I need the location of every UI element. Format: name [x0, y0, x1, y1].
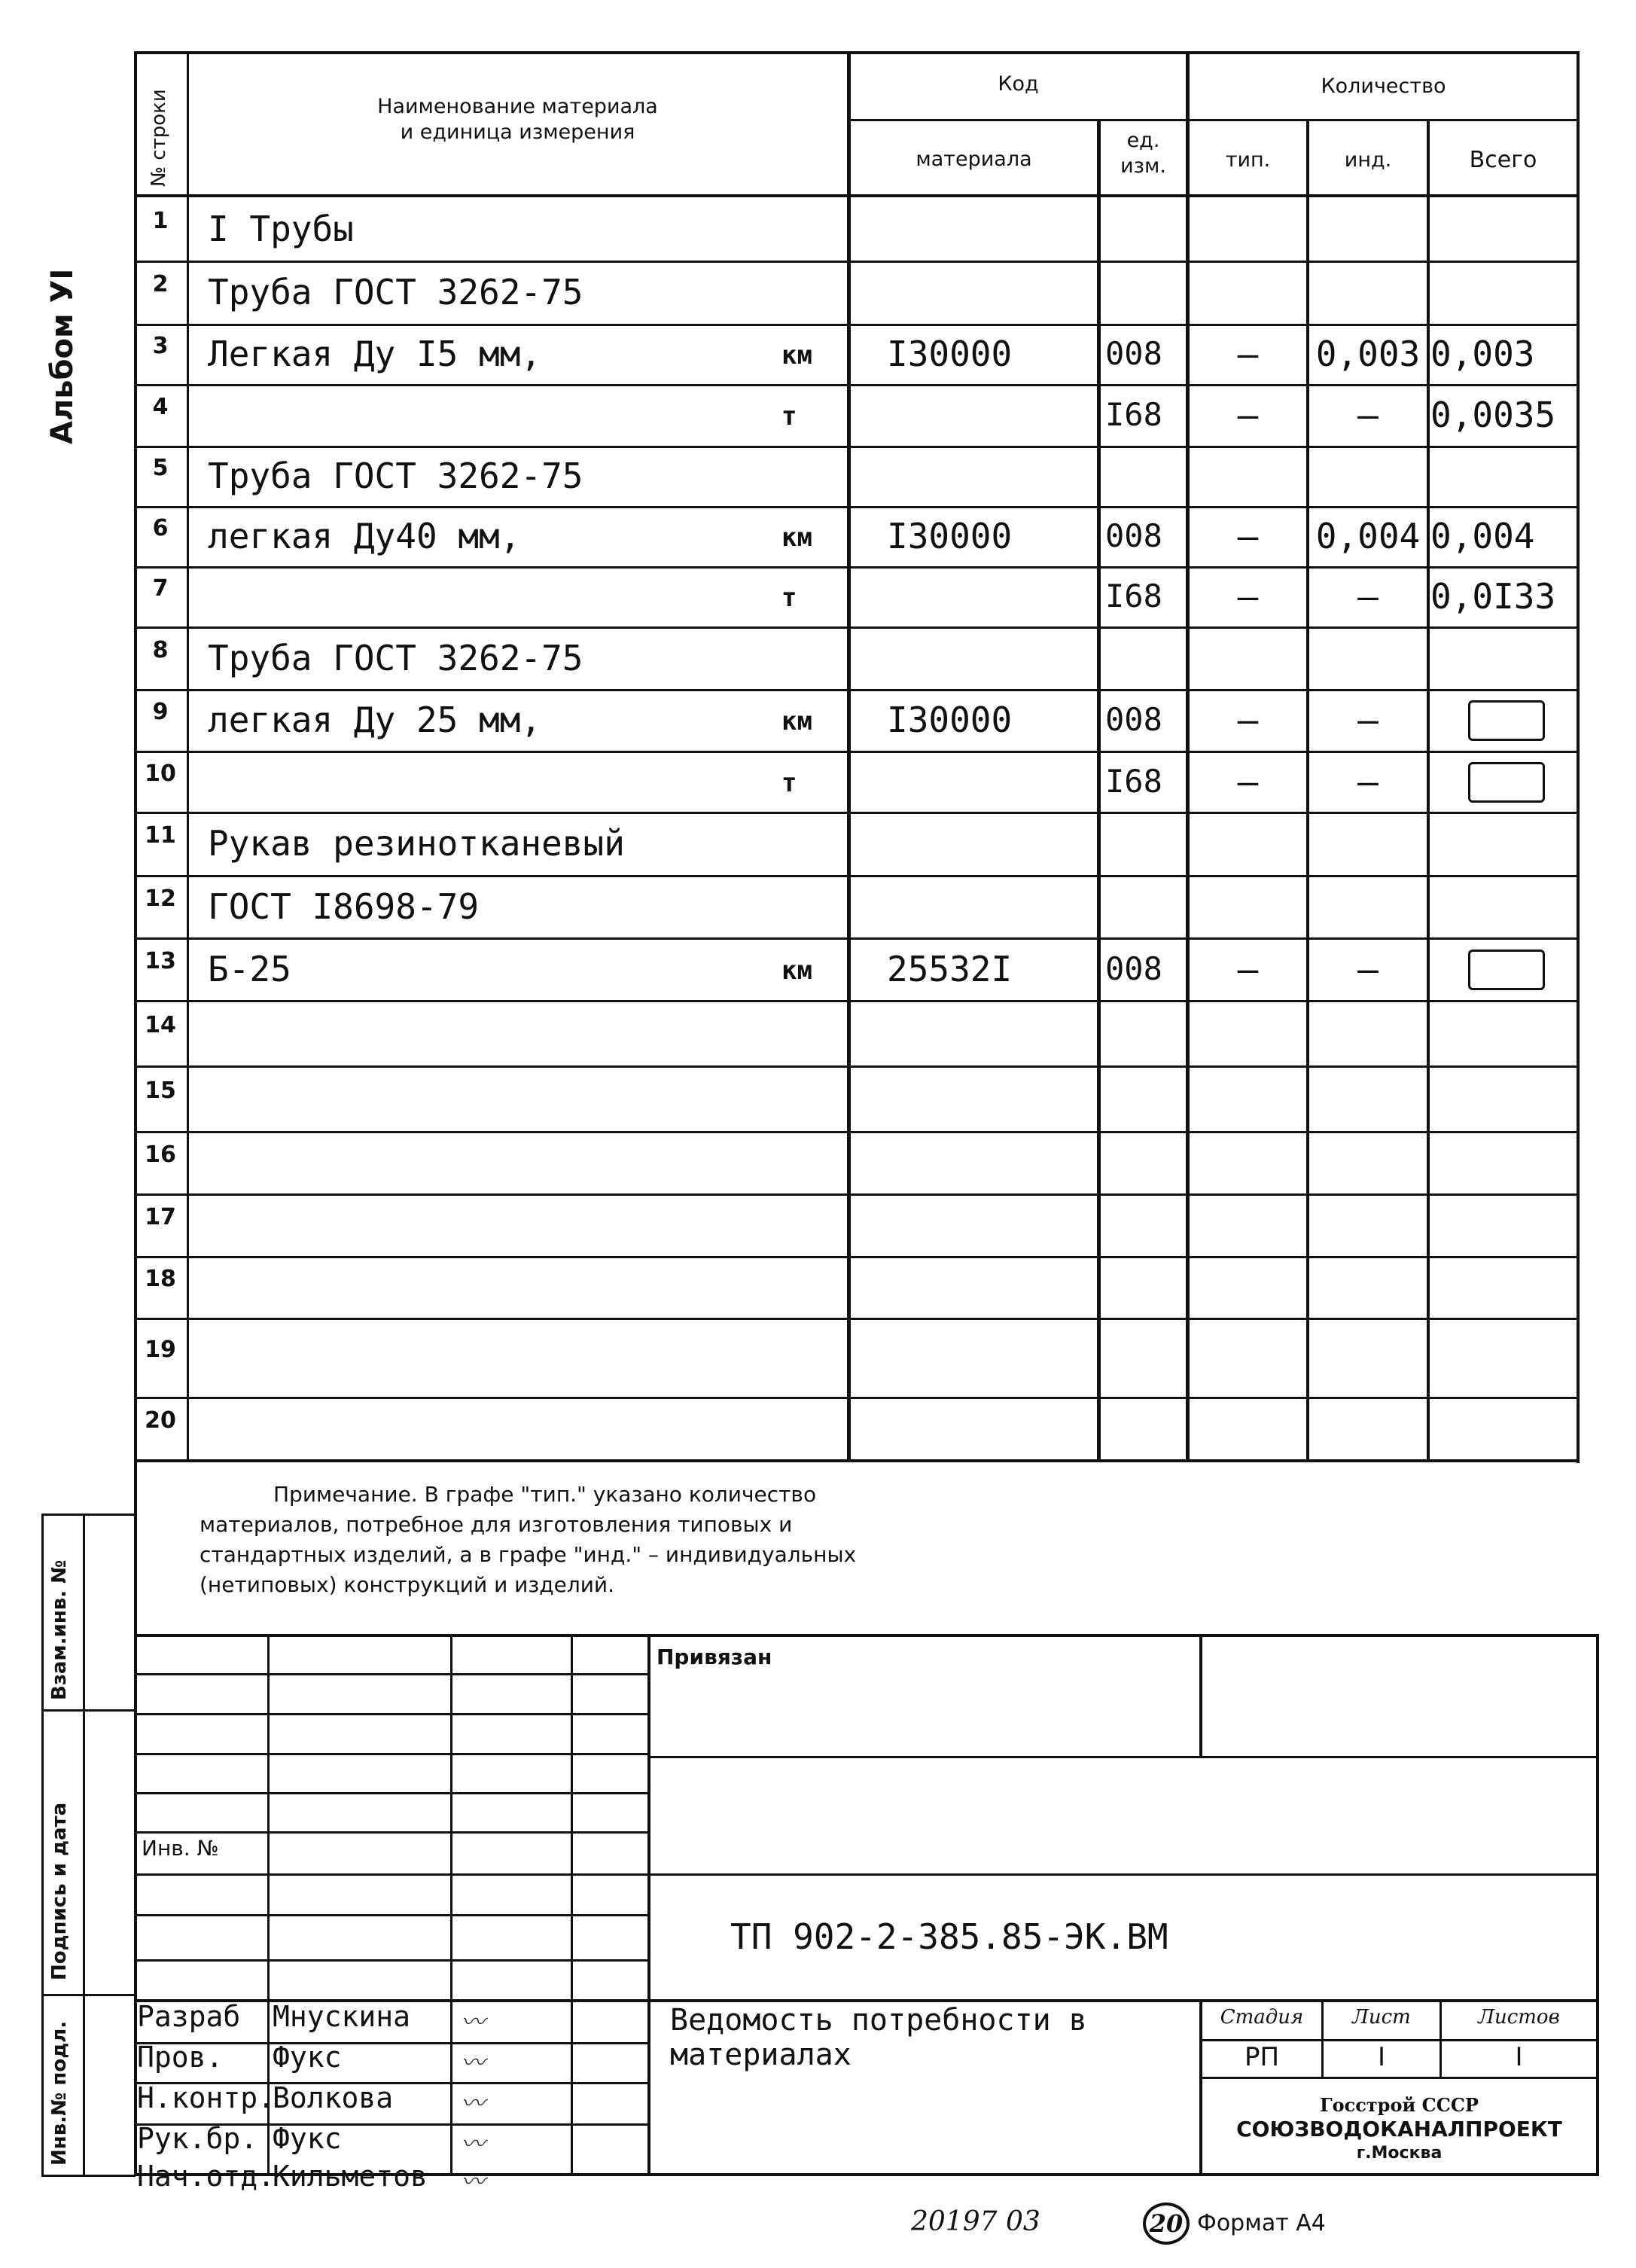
signature-mark: 〰 — [461, 2089, 486, 2117]
row-number: 6 — [152, 515, 169, 541]
qty-total: 0,004 — [1430, 516, 1535, 556]
table-row — [134, 1397, 1580, 1459]
list-label: Лист — [1352, 2006, 1411, 2029]
material-name: легкая Ду 25 мм, — [208, 700, 542, 740]
list-value: I — [1377, 2042, 1386, 2072]
table-row — [134, 324, 1580, 384]
table-row — [134, 689, 1580, 751]
row-number: 11 — [145, 822, 176, 849]
role-person: Волкова — [273, 2081, 394, 2114]
code-header: Код — [998, 72, 1039, 96]
material-name: Труба ГОСТ 3262-75 — [208, 272, 583, 312]
material-name: I Трубы — [208, 209, 354, 249]
role-title: Н.контр. — [137, 2081, 276, 2114]
qty-total-header: Всего — [1469, 147, 1537, 173]
role-person: Фукс — [273, 2122, 342, 2155]
qty-ind: – — [1357, 761, 1379, 802]
table-row — [134, 937, 1580, 1000]
row-number: 13 — [145, 947, 176, 974]
name-header: Наименование материала и единица измерения — [377, 95, 658, 144]
organization: Госстрой СССР СОЮЗВОДОКАНАЛПРОЕКТ г.Москва — [1236, 2094, 1562, 2163]
table-row — [134, 1131, 1580, 1193]
document-code: ТП 902-2-385.85-ЭК.ВМ — [730, 1916, 1168, 1957]
qty-ind: – — [1357, 576, 1379, 617]
privyazan-label: Привязан — [657, 1645, 772, 1669]
material-name: ГОСТ I8698-79 — [208, 886, 480, 927]
row-number: 7 — [152, 575, 169, 602]
qty-ind: – — [1357, 700, 1379, 740]
qty-ind: 0,004 — [1315, 516, 1421, 556]
row-number: 4 — [152, 394, 169, 420]
table-row — [134, 1193, 1580, 1256]
stadiya-label: Стадия — [1220, 2006, 1304, 2029]
qty-total: 0,0035 — [1430, 395, 1556, 435]
unit: км — [781, 955, 812, 986]
row-number: 9 — [152, 699, 169, 725]
qty-total: 0,0I33 — [1430, 576, 1556, 617]
row-number: 20 — [145, 1407, 176, 1434]
inv-podl-label: Инв.№ подл. — [48, 2020, 71, 2166]
role-person: Мнускина — [273, 2000, 411, 2033]
row-number: 18 — [145, 1266, 176, 1292]
qty-ind: – — [1357, 395, 1379, 435]
row-number: 5 — [152, 455, 169, 481]
row-number: 1 — [152, 208, 169, 234]
unit: т — [781, 767, 797, 798]
row-number: 2 — [152, 271, 169, 297]
material-name: Б-25 — [208, 948, 291, 989]
format-label: Формат А4 — [1197, 2210, 1326, 2236]
signature-mark: 〰 — [461, 2167, 486, 2196]
table-row — [134, 1318, 1580, 1397]
qty-typ: – — [1237, 761, 1259, 802]
qty-typ-header: тип. — [1225, 148, 1271, 172]
blank-total-box — [1468, 762, 1545, 803]
measure-code: 008 — [1105, 701, 1162, 738]
qty-typ: – — [1237, 516, 1259, 556]
inv-no-label: Инв. № — [142, 1836, 219, 1861]
qty-typ: – — [1237, 395, 1259, 435]
qty-typ: – — [1237, 576, 1259, 617]
unit: т — [781, 583, 797, 613]
table-row — [134, 1065, 1580, 1131]
row-number: 10 — [145, 760, 176, 787]
inventory-number: 20197 03 — [911, 2206, 1040, 2237]
measure-code: 008 — [1105, 335, 1162, 372]
album-label: Альбом УI — [45, 268, 80, 444]
measure-code: 008 — [1105, 517, 1162, 554]
qty-typ: – — [1237, 948, 1259, 989]
table-row — [134, 1000, 1580, 1065]
material-code: I30000 — [887, 516, 1013, 556]
table-row — [134, 506, 1580, 566]
material-code: 25532I — [887, 948, 1013, 989]
table-row — [134, 1256, 1580, 1318]
row-number: 14 — [145, 1011, 176, 1038]
signature-mark: 〰 — [461, 2129, 486, 2158]
role-title: Пров. — [137, 2041, 224, 2074]
table-row — [134, 812, 1580, 875]
podpis-label: Подпись и дата — [48, 1802, 71, 1980]
row-number: 15 — [145, 1077, 176, 1104]
document-title: Ведомость потребности в материалах — [670, 2003, 1087, 2072]
qty-ind: 0,003 — [1315, 334, 1421, 374]
table-row — [134, 261, 1580, 324]
material-name: Рукав резинотканевый — [208, 823, 625, 864]
table-row — [134, 875, 1580, 937]
signature-mark: 〰 — [461, 2048, 486, 2077]
blank-total-box — [1468, 700, 1545, 741]
code-unit-header: ед. изм. — [1120, 129, 1166, 178]
row-number: 12 — [145, 885, 176, 912]
measure-code: I68 — [1105, 396, 1162, 433]
row-number: 19 — [145, 1336, 176, 1363]
role-person: Кильметов — [273, 2160, 428, 2193]
role-title: Разраб — [137, 2000, 241, 2033]
code-material-header: материала — [915, 148, 1032, 171]
table-row — [134, 566, 1580, 626]
measure-code: I68 — [1105, 762, 1162, 800]
role-title: Нач.отд. — [137, 2160, 276, 2193]
listov-label: Листов — [1478, 2006, 1560, 2029]
unit: км — [781, 706, 812, 736]
material-code: I30000 — [887, 334, 1013, 374]
table-row — [134, 197, 1580, 261]
table-row — [134, 384, 1580, 446]
note-block: Примечание. В графе "тип." указано количество материалов, потребное для изготовления типовых и стандартных изделий, а в графе "инд." – индивидуальных (нетиповых) конструкций и изделий. — [200, 1482, 857, 1597]
qty-ind: – — [1357, 948, 1379, 989]
material-name: Труба ГОСТ 3262-75 — [208, 637, 583, 678]
qty-typ: – — [1237, 334, 1259, 374]
measure-code: I68 — [1105, 578, 1162, 614]
vzam-label: Взам.инв. № — [48, 1559, 71, 1700]
row-number: 3 — [152, 333, 169, 359]
signature-mark: 〰 — [461, 2007, 486, 2036]
table-row — [134, 751, 1580, 812]
row-number: 16 — [145, 1141, 176, 1168]
material-name: легкая Ду40 мм, — [208, 516, 521, 556]
stadiya-value: РП — [1244, 2042, 1280, 2072]
material-name: Легкая Ду I5 мм, — [208, 334, 542, 374]
qty-typ: – — [1237, 700, 1259, 740]
unit: т — [781, 401, 797, 431]
row-number: 17 — [145, 1203, 176, 1230]
row-number: 8 — [152, 636, 169, 663]
listov-value: I — [1515, 2042, 1523, 2072]
table-row — [134, 626, 1580, 689]
qty-total: 0,003 — [1430, 334, 1535, 374]
unit: км — [781, 340, 812, 370]
table-row — [134, 446, 1580, 506]
blank-total-box — [1468, 950, 1545, 990]
material-code: I30000 — [887, 700, 1013, 740]
material-name: Труба ГОСТ 3262-75 — [208, 456, 583, 496]
row-number-header: № строки — [148, 89, 170, 187]
unit: км — [781, 523, 812, 553]
qty-ind-header: инд. — [1344, 148, 1392, 172]
role-title: Рук.бр. — [137, 2122, 258, 2155]
role-person: Фукс — [273, 2041, 342, 2074]
page-circle: 20 — [1143, 2202, 1190, 2245]
quantity-header: Количество — [1321, 75, 1446, 98]
measure-code: 008 — [1105, 950, 1162, 987]
